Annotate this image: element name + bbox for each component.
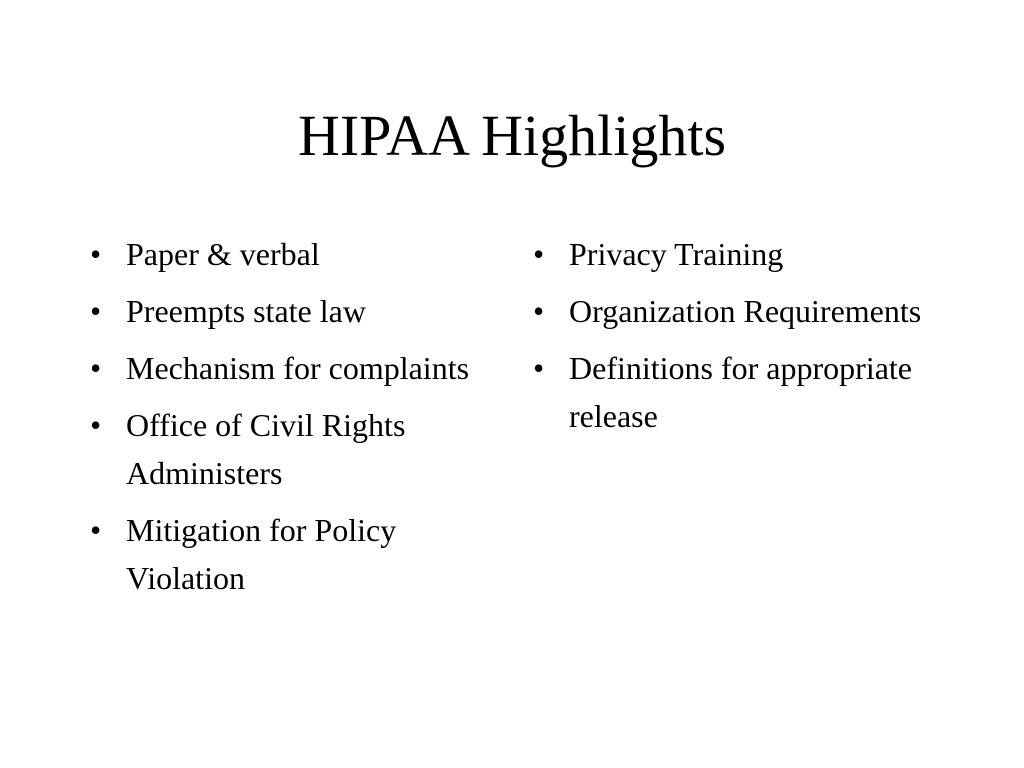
bullet-item bbox=[533, 287, 953, 335]
bullet-item bbox=[90, 506, 510, 602]
slide-title: HIPAA Highlights bbox=[297, 103, 727, 168]
bullet-item bbox=[533, 230, 953, 278]
bullet-icon: • bbox=[90, 407, 102, 443]
bullet-icon: • bbox=[533, 236, 545, 272]
bullet-item bbox=[90, 344, 510, 392]
bullet-text: Mitigation for Policy Violation bbox=[126, 512, 397, 596]
bullet-icon: • bbox=[90, 512, 102, 548]
bullet-text: Organization Requirements bbox=[569, 293, 922, 329]
bullet-icon: • bbox=[90, 236, 102, 272]
bullet-text: Mechanism for complaints bbox=[126, 350, 470, 386]
bullet-text: Office of Civil Rights Administers bbox=[126, 407, 406, 491]
bullet-icon: • bbox=[90, 293, 102, 329]
bullet-icon: • bbox=[533, 293, 545, 329]
bullet-text: Paper & verbal bbox=[126, 236, 320, 272]
bullet-text: Preempts state law bbox=[126, 293, 366, 329]
bullet-item bbox=[90, 230, 510, 278]
bullet-text: Privacy Training bbox=[569, 236, 784, 272]
bullet-item bbox=[90, 287, 510, 335]
bullet-text: Definitions for appropriate release bbox=[569, 350, 912, 434]
bullet-icon: • bbox=[533, 350, 545, 386]
bullet-item bbox=[90, 401, 510, 497]
bullet-item bbox=[533, 344, 953, 440]
left-bullet-list bbox=[90, 230, 510, 611]
right-bullet-list bbox=[533, 230, 953, 449]
bullet-icon: • bbox=[90, 350, 102, 386]
